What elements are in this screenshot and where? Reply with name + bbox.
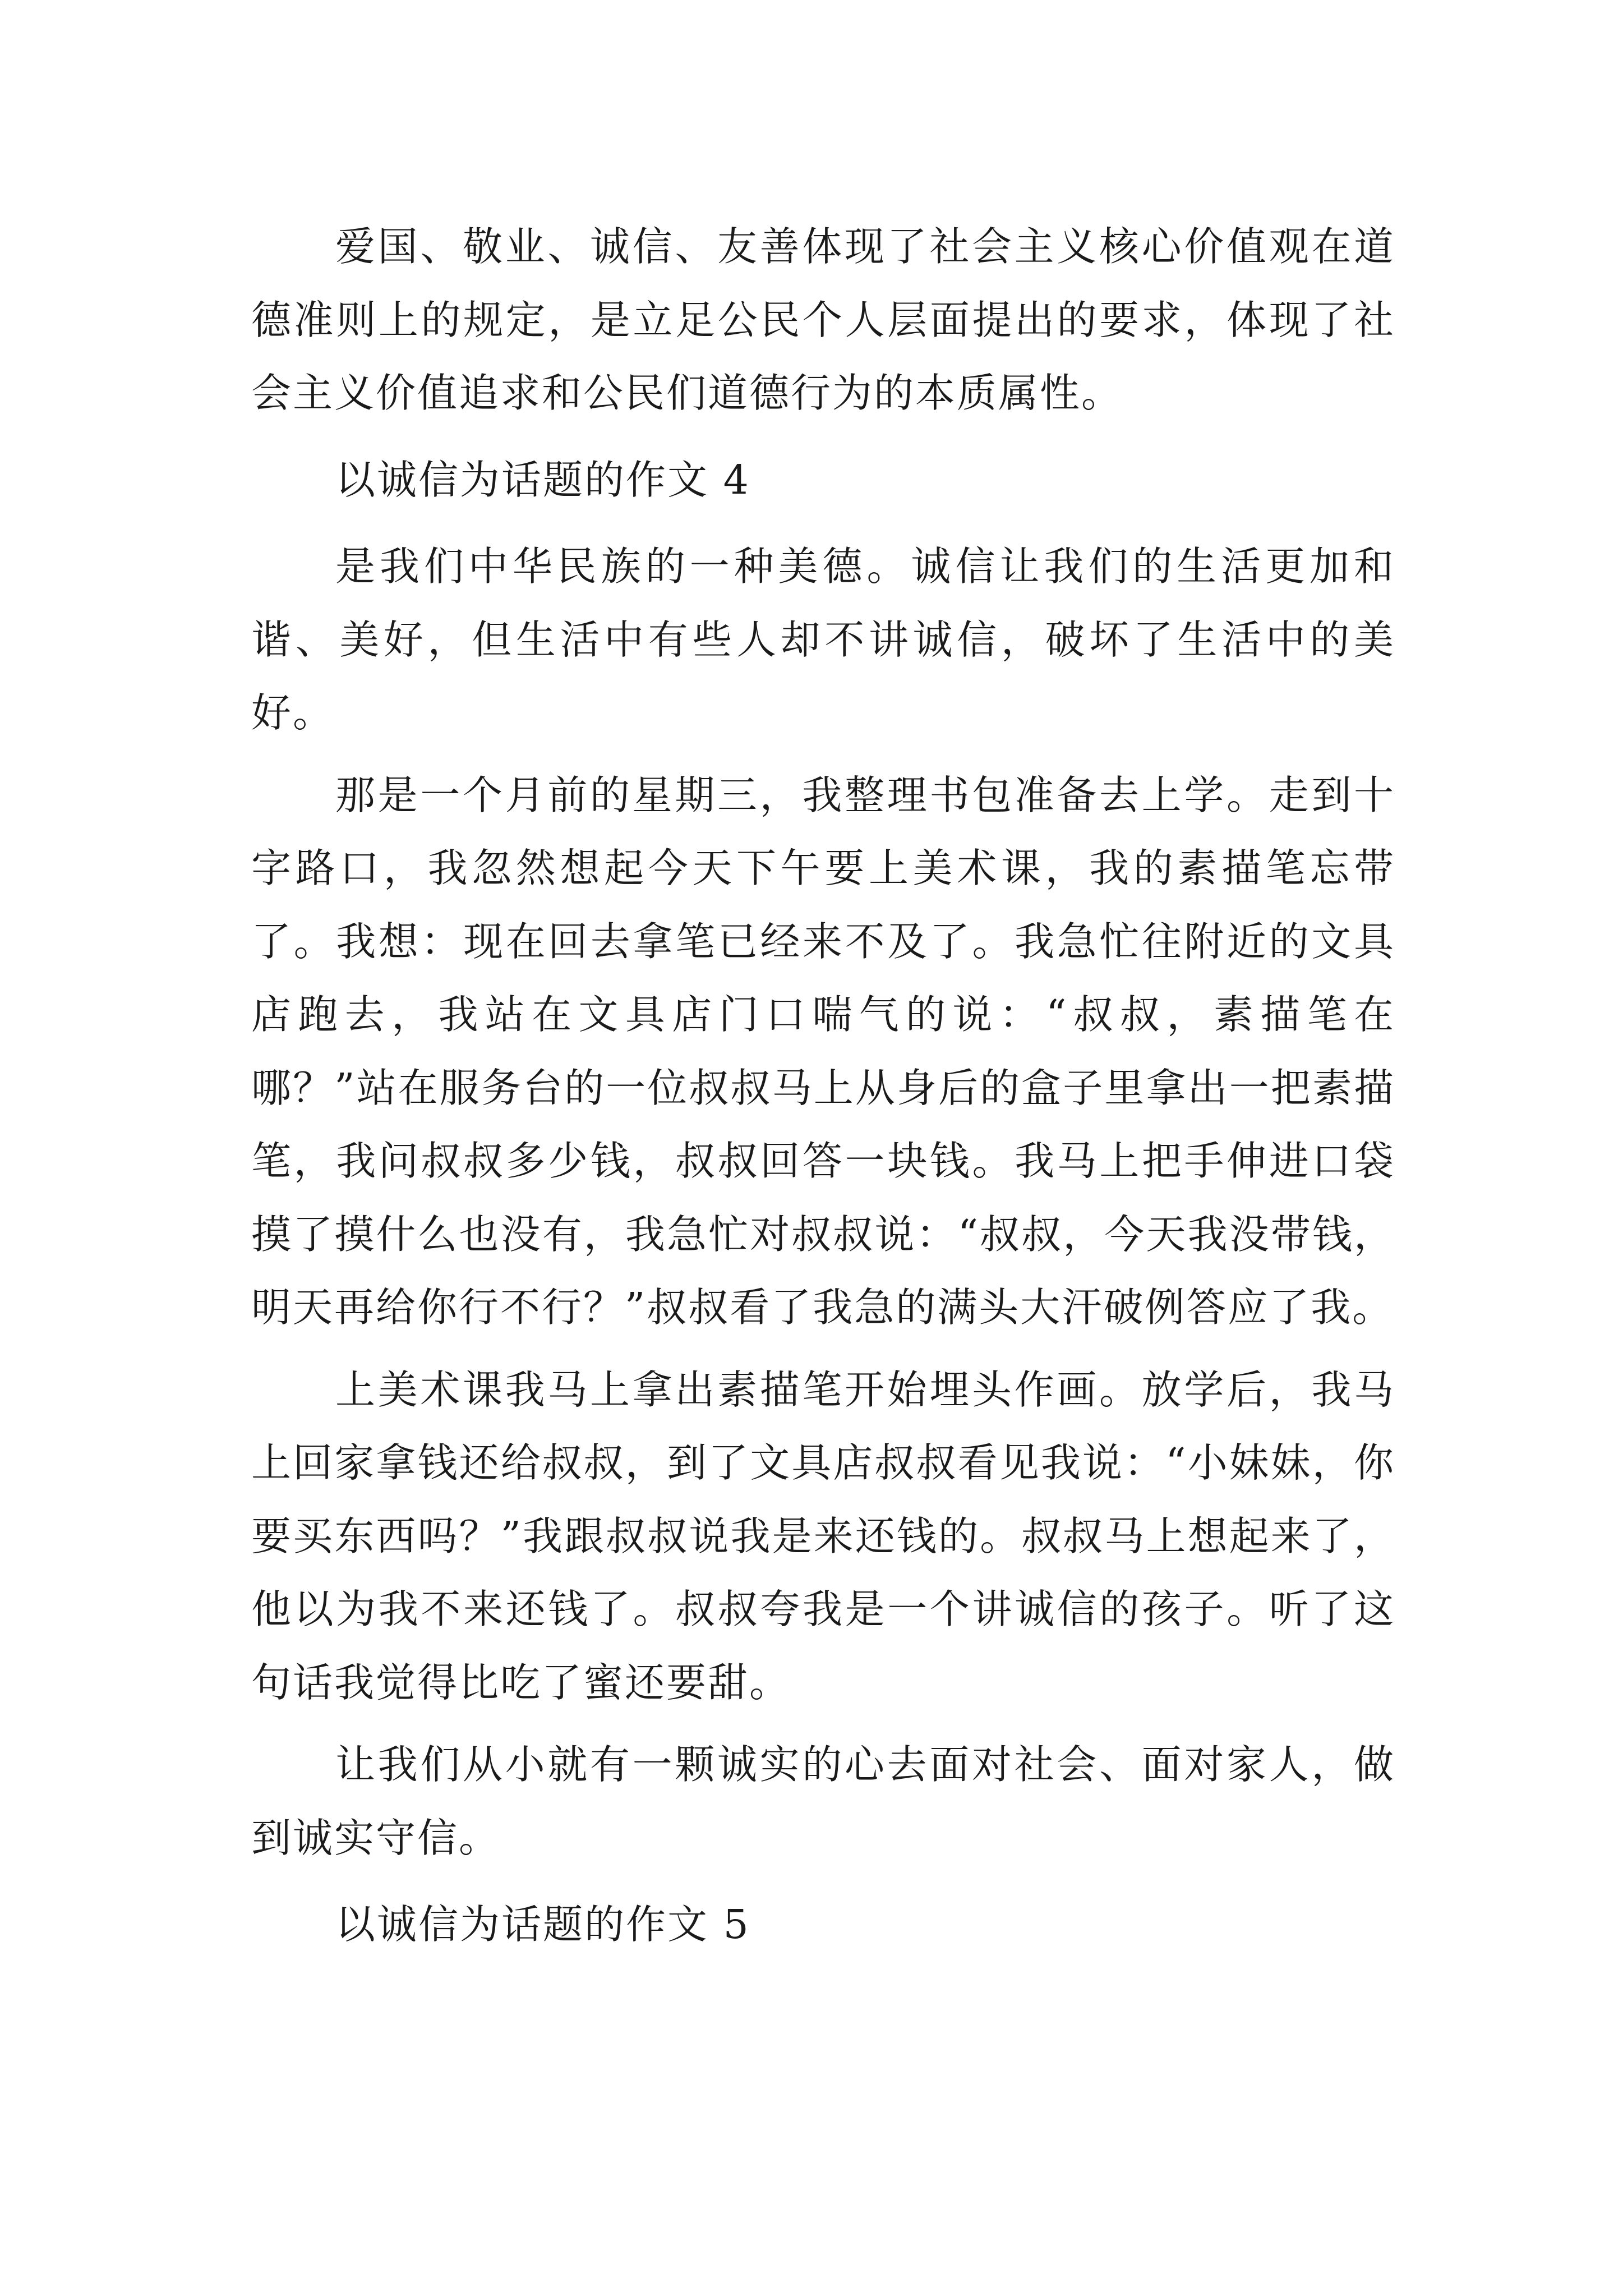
essay-heading: 以诚信为话题的作文 4 bbox=[335, 456, 750, 503]
paragraph: 是我们中华民族的一种美德。诚信让我们的生活更加和谐、美好，但生活中有些人却不讲诚信，破坏了生活中的美好。 bbox=[251, 543, 1395, 736]
paragraph: 那是一个月前的星期三，我整理书包准备去上学。走到十字路口，我忽然想起今天下午要上美术课，我的素描笔忘带了。我想：现在回去拿笔已经来不及了。我急忙往附近的文具店跑去，我站在文具店门口喘气的说：“叔叔，素描笔在哪？”站在服务台的一位叔叔马上从身后的盒子里拿出一把素描笔，我问叔叔多少钱，叔叔回答一块钱。我马上把手伸进口袋摸了摸什么也没有，我急忙对叔叔说：“叔叔，今天我没带钱，明天再给你行不行？”叔叔看了我急的满头大汗破例答应了我。 bbox=[251, 771, 1395, 1331]
paragraph: 让我们从小就有一颗诚实的心去面对社会、面对家人，做到诚实守信。 bbox=[251, 1741, 1395, 1861]
document-body bbox=[251, 210, 1395, 1962]
paragraph: 上美术课我马上拿出素描笔开始埋头作画。放学后，我马上回家拿钱还给叔叔，到了文具店叔叔看见我说：“小妹妹，你要买东西吗？”我跟叔叔说我是来还钱的。叔叔马上想起来了，他以为我不来还钱了。叔叔夸我是一个讲诚信的孩子。听了这句话我觉得比吃了蜜还要甜。 bbox=[251, 1366, 1395, 1706]
essay-heading: 以诚信为话题的作文 5 bbox=[335, 1901, 750, 1948]
paragraph: 爱国、敬业、诚信、友善体现了社会主义核心价值观在道德准则上的规定，是立足公民个人层面提出的要求，体现了社会主义价值追求和公民们道德行为的本质属性。 bbox=[251, 223, 1395, 416]
